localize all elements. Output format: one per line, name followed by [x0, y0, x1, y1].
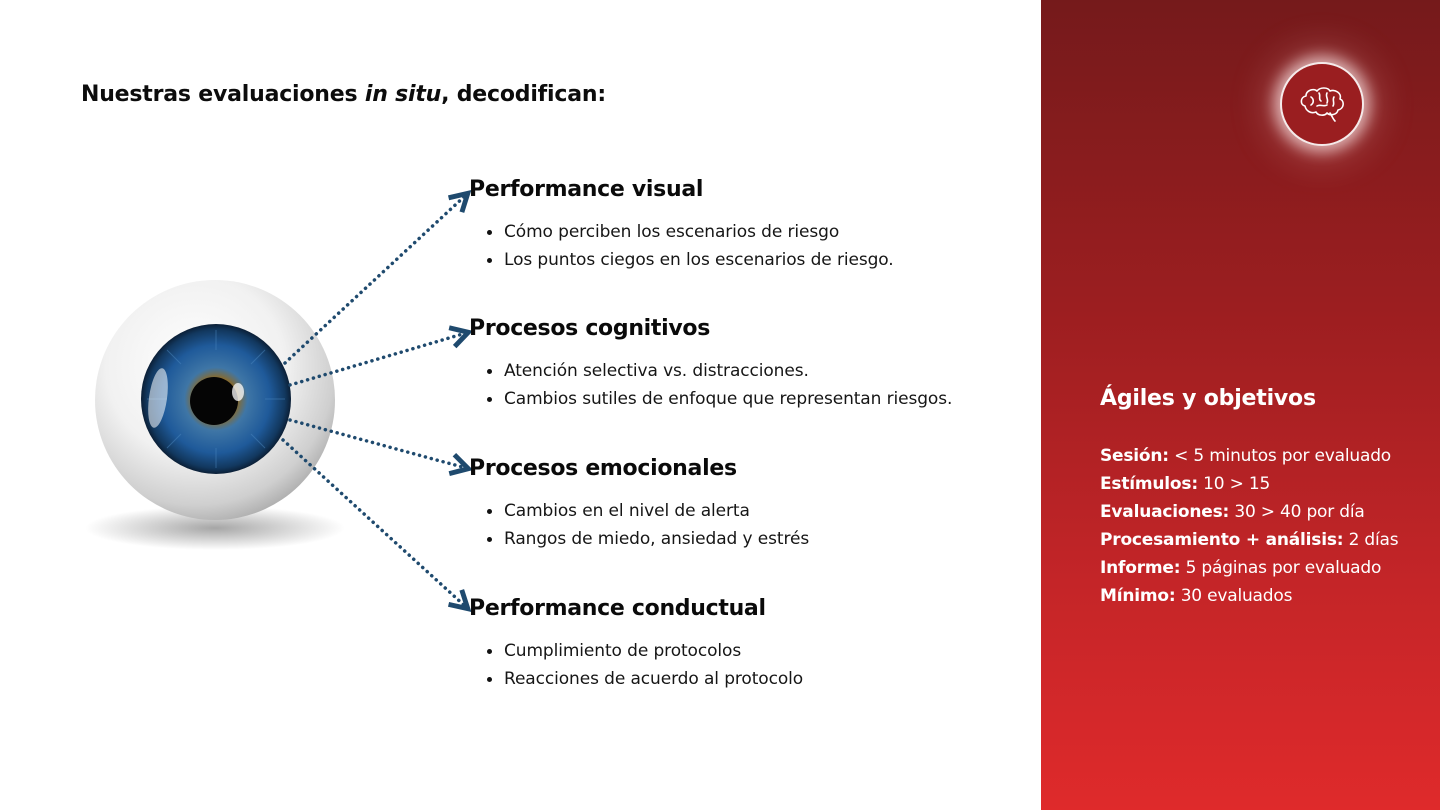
stat-label: Procesamiento + análisis: — [1100, 530, 1344, 550]
stat-value: 5 páginas por evaluado — [1185, 558, 1382, 578]
section-procesos-emocionales — [469, 456, 1029, 553]
stat-estimulos — [1100, 470, 1398, 498]
bullet-list — [469, 637, 1029, 693]
list-item: Reacciones de acuerdo al protocolo — [504, 665, 1029, 693]
stat-label: Sesión: — [1100, 446, 1169, 466]
stat-label: Evaluaciones: — [1100, 502, 1230, 522]
list-item: Los puntos ciegos en los escenarios de riesgo. — [504, 246, 1029, 274]
panel-title: Ágiles y objetivos — [1100, 386, 1316, 411]
section-title: Performance conductual — [469, 596, 766, 621]
list-item: Cambios sutiles de enfoque que representan riesgos. — [504, 385, 1029, 413]
bullet-list — [469, 357, 1029, 413]
section-title: Procesos emocionales — [469, 456, 737, 481]
bullet-list — [469, 497, 1029, 553]
eyeball-pupil — [190, 377, 238, 425]
list-item: Atención selectiva vs. distracciones. — [504, 357, 1029, 385]
arrow-visual — [285, 195, 466, 363]
title-text-end: , decodifican: — [441, 82, 606, 107]
stat-evaluaciones — [1100, 498, 1398, 526]
brain-badge — [1280, 62, 1364, 146]
stat-label: Estímulos: — [1100, 474, 1198, 494]
section-performance-visual — [469, 177, 1029, 274]
section-performance-conductual — [469, 596, 1029, 693]
brain-icon — [1297, 84, 1347, 124]
stat-label: Informe: — [1100, 558, 1181, 578]
stat-value: 30 > 40 por día — [1234, 502, 1365, 522]
section-title: Procesos cognitivos — [469, 316, 711, 341]
stat-value: < 5 minutos por evaluado — [1174, 446, 1391, 466]
stat-procesamiento — [1100, 526, 1398, 554]
bullet-list — [469, 218, 1029, 274]
section-title: Performance visual — [469, 177, 704, 202]
stat-label: Mínimo: — [1100, 586, 1176, 606]
section-procesos-cognitivos — [469, 316, 1029, 413]
stat-value: 10 > 15 — [1203, 474, 1271, 494]
pupil-glint — [232, 383, 244, 401]
title-italic-text: in situ — [364, 82, 442, 107]
stat-informe — [1100, 554, 1398, 582]
title-text: Nuestras evaluaciones — [81, 82, 365, 107]
stat-value: 2 días — [1348, 530, 1399, 550]
list-item: Cambios en el nivel de alerta — [504, 497, 1029, 525]
stats-list — [1100, 442, 1398, 610]
stat-sesion — [1100, 442, 1398, 470]
list-item: Cómo perciben los escenarios de riesgo — [504, 218, 1029, 246]
stat-value: 30 evaluados — [1180, 586, 1293, 606]
list-item: Rangos de miedo, ansiedad y estrés — [504, 525, 1029, 553]
list-item: Cumplimiento de protocolos — [504, 637, 1029, 665]
stat-minimo — [1100, 582, 1398, 610]
summary-panel — [1041, 0, 1440, 810]
